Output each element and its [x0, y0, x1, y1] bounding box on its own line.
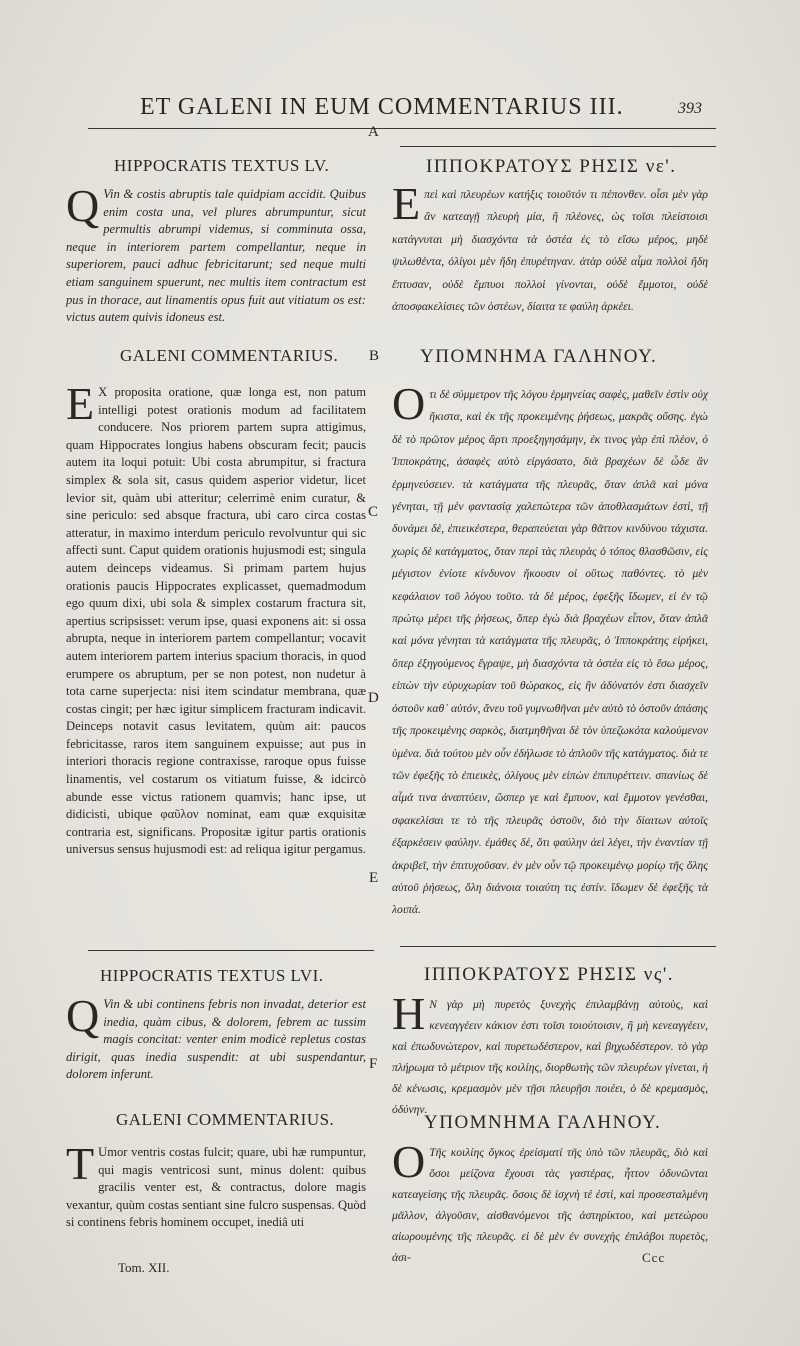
right-heading-hypomnema-1: ΥΠΟΜΝΗΜΑ ΓΑΛΗΝΟΥ. [420, 346, 658, 367]
left-heading-commentarius-1: GALENI COMMENTARIUS. [120, 346, 339, 365]
right-text-56-body: Ν γὰρ μὴ πυρετὸς ξυνεχὴς ἐπιλαμβάνῃ αὐτοὺς, καὶ κενεαγγέειν κάκιον ἐστι τοῖσι τοιούτοισιν, ἢ μὴ κενεαγγέειν, καὶ ἐπωδυνώτερον, καὶ πυρετωδέστερον, καὶ βηχωδέστερον. τὸ γὰρ πλήρωμα τὸ μέτριον τῆς κοιλίης, διορθωτὴς τῶν πλευρέων γίνεται, ἡ δὲ κένωσις, κρεμασμὸν μὲν τῇσι πλευρῇσι ποιέει, ὁ δὲ κρεμασμὸς, ὀδύνην. [392, 998, 708, 1116]
drop-cap: T [66, 1138, 95, 1189]
right-text-55 [392, 178, 708, 330]
right-commentary-2-body: Τῆς κοιλίης ὄγκος ἐρείσματί τῆς ὑπὸ τῶν πλευρᾶς, διὸ καὶ ὅσοι μείζονα ἔχουσι τὰς γαστέρας, ἧττον ὀδυνῶνται κατεαγείσης τῆς πλευρᾶς. ὅσοις δὲ ἰσχνὴ τέ ἐστὶ, καὶ προσεσταλμένη μᾶλλον, ἀλγοῦσιν, αἰσθανόμενοι τῆς ἀστηρίκτου, καὶ μετεώρου αἰωρουμένης τῆς πλευρᾶς. εἰ δὲ μὲν ἐν συνεχὴς ἐπιλάβοι πυρετὸς, ἀσι- [392, 1146, 708, 1264]
margin-letter-a: A [368, 124, 379, 140]
signature-mark: Ccc [642, 1250, 666, 1265]
left-heading-textus-56: HIPPOCRATIS TEXTUS LVI. [100, 966, 324, 985]
drop-cap: Q [66, 990, 100, 1041]
header-rule [88, 128, 716, 129]
left-text-56 [66, 990, 366, 1082]
right-top-rule [400, 146, 716, 147]
right-commentary-1-body: τι δὲ σύμμετρον τῆς λόγου ἑρμηνείας σαφὲς, μαθεῖν ἐστὶν οὐχ ἥκιστα, καὶ ἐκ τῆς προκειμένης ῥήσεως, μακρᾶς οὔσης. ἐγὼ δὲ τὸ πρῶτον μέρος ἄρτι προεξηγησάμην, ἐκ τινος γὰρ ἐπὶ πλέον, ὁ Ἱπποκράτης, ἀσαφὲς αὐτὸ εἰργάσατο, διὰ βραχέων δὲ ὧδε ἂν ἑρμηνεύσειεν. τὰ κατάγματα τῆς πλευρᾶς, ὅταν ἁπλᾶ καὶ μόνα γένηται, τῇ μὲν φαντασίᾳ χαλεπώτερα τῶν ἀποθλασμάτων ἐστὶ, τῇ δυνάμει δὲ, ἐπιεικέστερα, θεραπεύεται γὰρ θᾶττον κινδύνου τάχιστα. χωρὶς δὲ κατάγματος, ὅταν περὶ τὰς πλευρὰς ὁ τόπος θλασθῶσιν, εἰς μέγιστον ἐνίοτε κίνδυνον ἥκουσιν οἱ οὕτως παθόντες. τὸ μὲν κεφάλαιον τοῦ λόγου τοῦτο. τὰ δὲ μέρος, ἐφεξῆς ἴδωμεν, εἰ ἐν τῷ πρώτῳ μέρει τῆς ῥήσεως, ὅπερ ἐγὼ διὰ βραχέων εἶπον, ὅταν ἁπλᾶ καὶ μόνα γένηται τὰ κατάγματα τῆς πλευρᾶς, ὁ Ἱπποκράτης εἰρήκει, ὅπερ ἐξηγούμενος ἔγραψε, μὴ διασχόντα τὰ ὀστέα εἰς τὸ ἔσω μέρος, εἰπὼν τὴν εὐρυχωρίαν τοῦ θώρακος, εἰς ἣν ἀδύνατόν ἐστι διασχεῖν ὀστοῦν καθ᾽ αὑτόν, ἄνευ τοῦ γυμνωθῆναι μὲν αὐτὸ τὸ ὀστοῦν ἁπάσης τῆς προκειμένης σαρκὸς, διατμηθῆναι δὲ τὸν ὑπεζωκότα καλούμενον ὑμένα. διὰ τούτου μὲν οὖν ἐδήλωσε τὸ ἁπλοῦν τῆς κατάγματος. διὰ τε τῶν ἐφεξῆς τὸ ἐπιεικὲς, ὀλίγους μὲν εἰπὼν ἐπιπυρέττειν. σπανίως δὲ αἷμά τινα ἀναπτύειν, ὥσπερ γε καὶ ἔμπυον, καὶ ἔμμοτον γενέσθαι, σφακελίσαι τε τὸ τῆς πλευρᾶς ὀστοῦν, διὸ τὴν δίαιτων αὐτοῖς ἐξαρκέσειν φαύλην. ἐμάθες δὲ, ὅτι φαύλην ἀεὶ λέγει, τὴν ἐναντίαν τῇ ἀκριβεῖ, τὴν ἐπιτυχοῦσαν. ἐν μὲν οὖν τῷ προκειμένῳ μορίῳ τῆς ὅλης αὐτοῦ ῥήσεως, ὅλη διάνοια τοιαύτη τις ἐστίν. ἴδωμεν δὲ ἐφεξῆς τὰ λοιπά. [392, 388, 708, 917]
left-text-55 [66, 180, 366, 336]
right-heading-hypomnema-2: ΥΠΟΜΝΗΜΑ ΓΑΛΗΝΟΥ. [424, 1112, 662, 1133]
right-text-55-body: πεὶ καὶ πλευρέων κατήξις τοιοῦτόν τι πέπονθεν. οἷσι μὲν γὰρ ἂν κατεαγῇ πλευρὴ μία, ἢ πλέονες, ὡς τοῖσι πλείστοισι κατάγνυται μὴ διασχόντα τὰ ὀστέα ἐς τὸ εἴσω μέρος, μηδὲ ψιλωθέντα, ὀλίγοι μὲν ἤδη ἐπυρέτηναν. ἀτὰρ οὐδὲ αἷμα πολλοὶ ἤδη ἔπτυσαν, οὐδὲ ἔμπυοι πολλοὶ γίνονται, οὐδὲ ἔμμοτοι, οὐδὲ ἀποσφακελίσιες τῶν ὀστέων, δίαιτα τε φαύλη ἀρκέει. [392, 188, 708, 314]
left-heading-textus-55: HIPPOCRATIS TEXTUS LV. [114, 156, 330, 175]
right-heading-rhesis-55: ΙΠΠΟΚΡΑΤΟΥΣ ΡΗΣΙΣ νε'. [426, 156, 677, 177]
drop-cap: Ο [392, 1136, 426, 1187]
left-text-55-body: Vin & costis abruptis tale quidpiam accidit. Quibus enim costa una, vel plures abrumpuntur, sicut permultis abrumpi videmus, si comminuta ossa, neque in interiorem partem compellantur, neque in superiorem, pauci adhuc febricitarunt; sed neque multi etiam sanguinem spuerunt, nec multis item contractum est pus in thorace, aut linamentis opus fuit aut vitiatum os est: victus autem quivis idoneus est. [66, 187, 366, 325]
left-commentary-1-body: X proposita oratione, quæ longa est, non patum intelligi potest orationis modum ad facilitatem conducere. Nos priorem partem supra attigimus, quam Hippocrates longius habens obscuram fecit; paucis autem ita loqui potuit: Ubi costa abrumpitur, si fractura simplex & sola sit, casus quidem asperior videtur, licet levior sit, quàm ubi atteritur; celerrimè enim curatur, & sine periculo: sed absque fractura, ubi caro circa costas atteratur, in maximo interdum periculo revolvuntur qui sic affecti sunt. Caput quidem orationis hujusmodi est; singula autem deinceps videamus. Si primam partem hujus orationis paucis Hippocrates explicasset, quemadmodum ego quum dixi, ubi sola & simplex costarum fractura sit, apertius scripsisset: verum ipse, quasi exponens ait: si ossa abrupta, neque in interiorem partem compellantur; vocavit autem interiorem partem interius spacium thoracis, in quod erumpere os abruptum, per se non potest, non nudetur à tota carne superjecta: nisi item scindatur membrana, quæ costas cingit; per hæc igitur simplicem fracturam indicavit. Deinceps notavit casus levitatem, quùm ait: paucos febricitasse, raros item sanguinem expuisse; aut pus in interiori thoracis regione contraxisse, raroque opus fuisse linamentis, vel costarum os vitiatum fuisse, & idcircò abunde esse victus rationem quamvis; hanc ipse, ut didicisti, ubique φαῦλον nominat, eam quæ exquisitæ contraria est, significans. Propositæ igitur partis orationis universus sensus hujusmodi est: ad reliqua igitur pergamus. [66, 385, 366, 857]
right-text-56 [392, 988, 708, 1116]
drop-cap: Ο [392, 378, 426, 429]
drop-cap: Q [66, 180, 100, 231]
margin-letter-c: C [368, 504, 379, 520]
left-text-56-body: Vin & ubi continens febris non invadat, deterior est inedia, quàm cibus, & dolorem, febrem ac tussim magis concitat: venter enim modicè repletus costas dirigit, quas inedia suspendit: at ubi suspendantur, dolorem inferunt. [66, 997, 366, 1082]
left-commentary-1 [66, 378, 366, 964]
margin-letter-b: B [369, 348, 380, 364]
margin-letter-e: E [369, 870, 379, 886]
drop-cap: E [66, 378, 95, 429]
right-commentary-1 [392, 378, 708, 950]
drop-cap: Η [392, 988, 426, 1039]
drop-cap: Ε [392, 178, 421, 229]
left-heading-commentarius-2: GALENI COMMENTARIUS. [116, 1110, 335, 1129]
left-commentary-2 [66, 1138, 366, 1260]
right-section-rule [400, 946, 716, 947]
page-number: 393 [678, 100, 702, 117]
volume-signature: Tom. XII. [118, 1260, 170, 1275]
right-heading-rhesis-56: ΙΠΠΟΚΡΑΤΟΥΣ ΡΗΣΙΣ νς'. [424, 964, 675, 985]
left-commentary-2-body: Umor ventris costas fulcit; quare, ubi hæ rumpuntur, qui magis ventricosi sunt, minus dolent: quibus gracilis venter est, & contractus, dolore magis vexantur, quùm costas sentiant sine fulcro suspensas. Quòd si continens febris hominem occupet, inediâ uti [66, 1145, 366, 1230]
margin-letter-f: F [369, 1056, 378, 1072]
left-section-rule [88, 950, 374, 951]
margin-letter-d: D [368, 690, 379, 706]
running-head: ET GALENI IN EUM COMMENTARIUS III. [140, 94, 624, 120]
